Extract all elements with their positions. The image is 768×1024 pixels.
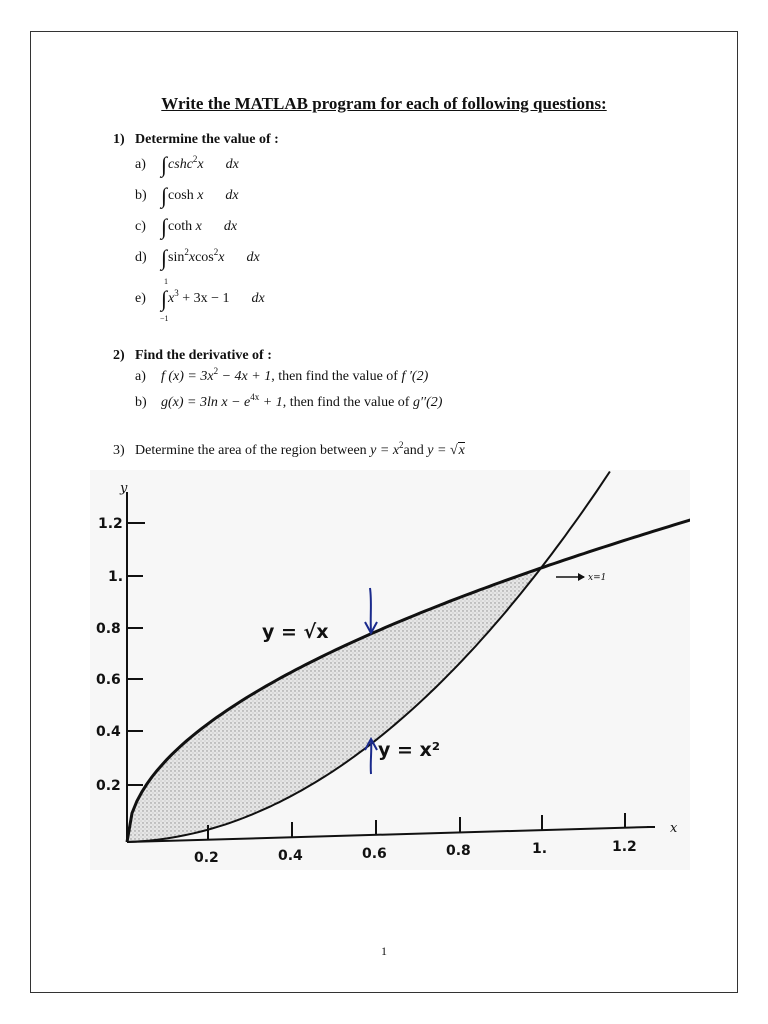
y-tick-label: 1. <box>108 569 124 585</box>
integral-upper-limit: 1 <box>164 277 168 286</box>
y-axis-label: y <box>120 481 128 496</box>
x-tick-label: 0.8 <box>446 843 471 859</box>
question-3: 3) Determine the area of the region between $y = x^2and$ y = √x <box>113 440 465 458</box>
q1-item-e: e) 1 ∫ −1 $x^3 + 3x - 1$ dx <box>135 277 265 323</box>
x-tick-label: 1.2 <box>612 839 637 855</box>
y-tick-label: 0.8 <box>96 621 121 637</box>
y-tick-label: 0.6 <box>96 672 121 688</box>
q2-item-a: a) f $(x) = 3x^2 - 4x + 1$, then find the value of f ′(2) <box>135 366 429 384</box>
question-number: 3) <box>113 443 125 458</box>
x-tick-label: 0.2 <box>194 850 219 866</box>
page-title: Write the MATLAB program for each of following questions: <box>161 94 607 113</box>
y-tick-label: 1.2 <box>98 516 123 532</box>
square-curve-label: y = x² <box>378 739 441 761</box>
q1-item-c: c) ∫coth x dx <box>135 214 238 239</box>
question-number: 1) <box>113 132 125 147</box>
x-tick-label: 0.6 <box>362 846 387 862</box>
y-tick-label: 0.4 <box>96 724 121 740</box>
area-graph <box>90 470 690 870</box>
question-2-heading <box>113 348 272 364</box>
q1-item-d: d) $\int\sin^2xcos^2x$ dx <box>135 245 260 270</box>
y-tick-label: 0.2 <box>96 778 121 794</box>
x-axis-label: x <box>670 821 678 836</box>
question-text: Determine the value of : <box>135 132 279 147</box>
question-1-heading <box>113 132 279 148</box>
integral-lower-limit: −1 <box>160 314 169 323</box>
q2-item-b: b) g(x) = 3ln $x - e^{4x} + 1$, then find the value of g′′(2) <box>135 392 443 410</box>
x-tick-label: 1. <box>532 841 548 857</box>
page-number: 1 <box>381 944 387 958</box>
intersection-note: x=1 <box>588 573 607 583</box>
q1-item-a: a) ∫cshc$^2$x dx <box>135 152 239 177</box>
graph-svg <box>90 470 690 870</box>
question-text: Find the derivative of : <box>135 348 272 363</box>
question-number: 2) <box>113 348 125 363</box>
x-tick-label: 0.4 <box>278 848 303 864</box>
sqrt-curve-label: y = √x <box>262 621 329 643</box>
question-text: Determine the area of the region between <box>135 443 371 458</box>
q1-item-b: b) ∫cosh x dx <box>135 183 239 208</box>
